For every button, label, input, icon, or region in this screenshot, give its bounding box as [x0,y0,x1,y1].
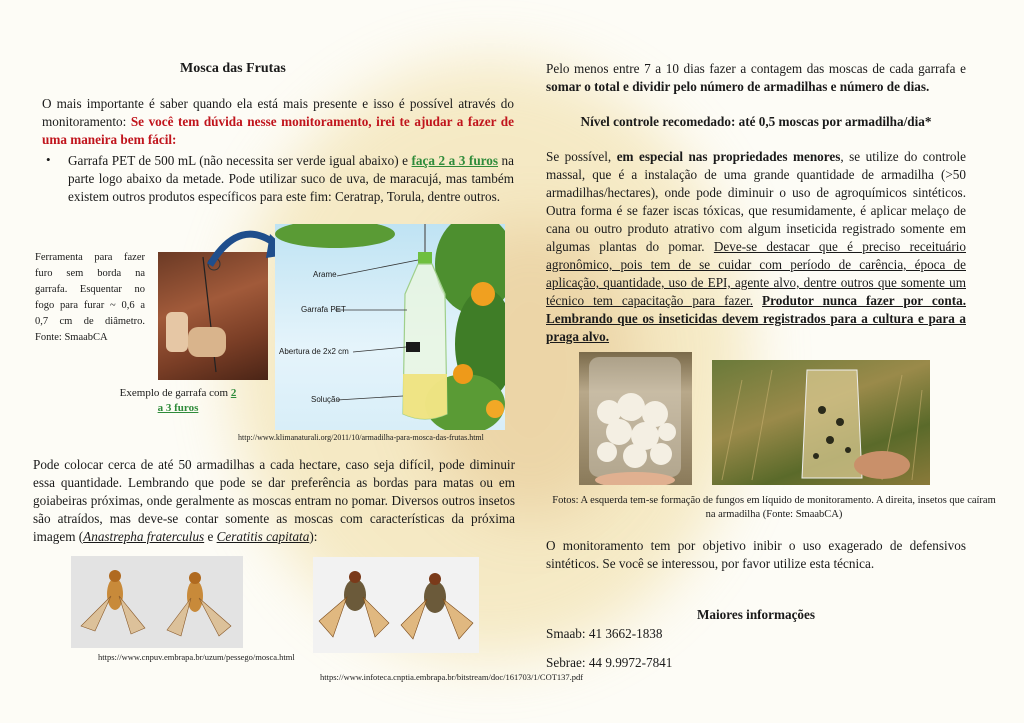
counting-text: Pelo menos entre 7 a 10 dias fazer a contagem das moscas de cada garrafa e [546,61,966,76]
bullet-text-a: Garrafa PET de 500 mL (não necessita ser verde igual abaixo) e [68,153,408,168]
species-a: Anastrepha fraterculus [83,529,205,544]
diagram-label-garrafa: Garrafa PET [301,305,346,314]
bullet-green-text: faça 2 a 3 furos [411,153,498,168]
species-and: e [204,529,217,544]
bullet-text-b: na parte logo abaixo da metade. Pode utilizar suco de uva, de maracujá, mas também existem outros produtos específicos para este fim: Ceratrap, Torula, dentre outros. [68,153,514,204]
fungi-trap-photo [579,352,692,485]
photos-caption: Fotos: A esquerda tem-se formação de fungos em líquido de monitoramento. A direita, insetos que caíram na armadilha (Fonte: SmaabCA) [552,495,996,520]
control-warning: Produtor nunca fazer por conta. [762,293,966,308]
fly-photo-anastrepha [71,556,243,648]
objective-paragraph: O monitoramento tem por objetivo inibir o uso exagerado de defensivos sintéticos. Se você se interessou, por favor utilize esta técnica. [546,538,966,571]
intro-text: O mais importante é saber quando ela está mais presente e isso é possível através do monitoramento: [42,96,514,129]
insects-trap-photo [712,360,930,485]
bottle-caption-text: Exemplo de garrafa com [119,387,229,399]
diagram-label-arame: Arame [313,270,337,279]
trap-diagram [275,224,505,430]
control-reminder: Lembrando que os inseticidas devem registrados para a cultura e para a praga alvo. [546,311,966,344]
page-title: Mosca das Frutas [180,61,286,76]
species-b: Ceratitis capitata [216,529,310,544]
diagram-source-url[interactable]: http://www.klimanaturali.org/2011/10/armadilha-para-mosca-das-frutas.html [238,433,484,442]
diagram-label-solucao: Solução [311,395,340,404]
control-text-a: Se possível, [546,149,612,164]
diagram-label-abertura: Abertura de 2x2 cm [279,347,349,356]
counting-bold: somar o total e dividir pelo número de armadilhas e número de dias. [546,79,930,94]
control-underline: Deve-se destacar que é preciso receituário agronômico, pois tem de se cuidar com período de carência, época de aplicação, quantidade, uso de EPI, agente alvo, dentre outros que somente um técnico tem capacitação para fazer. [546,239,967,308]
fly-photo-2-url[interactable]: https://www.infoteca.cnptia.embrapa.br/bitstream/doc/161703/1/COT137.pdf [320,672,584,682]
monitoring-paragraph [33,456,515,546]
control-text-b: , se utilize do controle massal, que é a instalação de uma grande quantidade de armadilha (>50 armadilhas/hectares), onde pode diminuir o uso de agroquímicos sintéticos. Outra forma é se fazer iscas tóxicas, que resumidamente, é aplicar melaço de cana ou outro produto atrativo com algum inseticida registrado somente em algumas plantas do pomar. [546,149,966,254]
tool-caption: Ferramenta para fazer furo sem borda na garrafa. Esquentar no fogo para furar ~ 0,6 a 0,7 cm de diâmetro. Fonte: SmaabCA [35,252,145,343]
fly-photo-1-url[interactable]: https://www.cnpuv.embrapa.br/uzum/pessego/mosca.html [98,652,295,662]
bullet-dot: • [46,152,51,167]
bullet-item [46,152,514,206]
contact-sebrae: Sebrae: 44 9.9972-7841 [546,655,673,670]
fly-photo-ceratitis [313,557,479,653]
bottle-caption [116,386,240,416]
bottle-caption-green: 2 a 3 furos [157,387,237,414]
control-bold: em especial nas propriedades menores [616,149,841,164]
counting-paragraph [546,60,966,96]
intro-red-text: Se você tem dúvida nesse monitoramento, irei te ajudar a fazer de uma maneira bem fácil: [42,114,514,147]
control-paragraph [546,148,966,346]
control-level: Nível controle recomedado: até 0,5 moscas por armadilha/dia* [580,114,932,129]
monitoring-text: Pode colocar cerca de até 50 armadilhas a cada hectare, caso seja difícil, pode diminuir essa quantidade. Lembrando que pode se dar preferência as bordas para matas ou em goiabeiras próximas, onde geralmente as moscas entram no pomar. Diversos outros insetos são atraídos, mas deve-se contar somente as moscas com características da próxima imagem ( [33,457,515,544]
contact-smaab: Smaab: 41 3662-1838 [546,626,663,641]
info-title: Maiores informações [696,607,816,622]
monitoring-text-end: ): [309,529,318,544]
intro-paragraph [42,95,514,149]
